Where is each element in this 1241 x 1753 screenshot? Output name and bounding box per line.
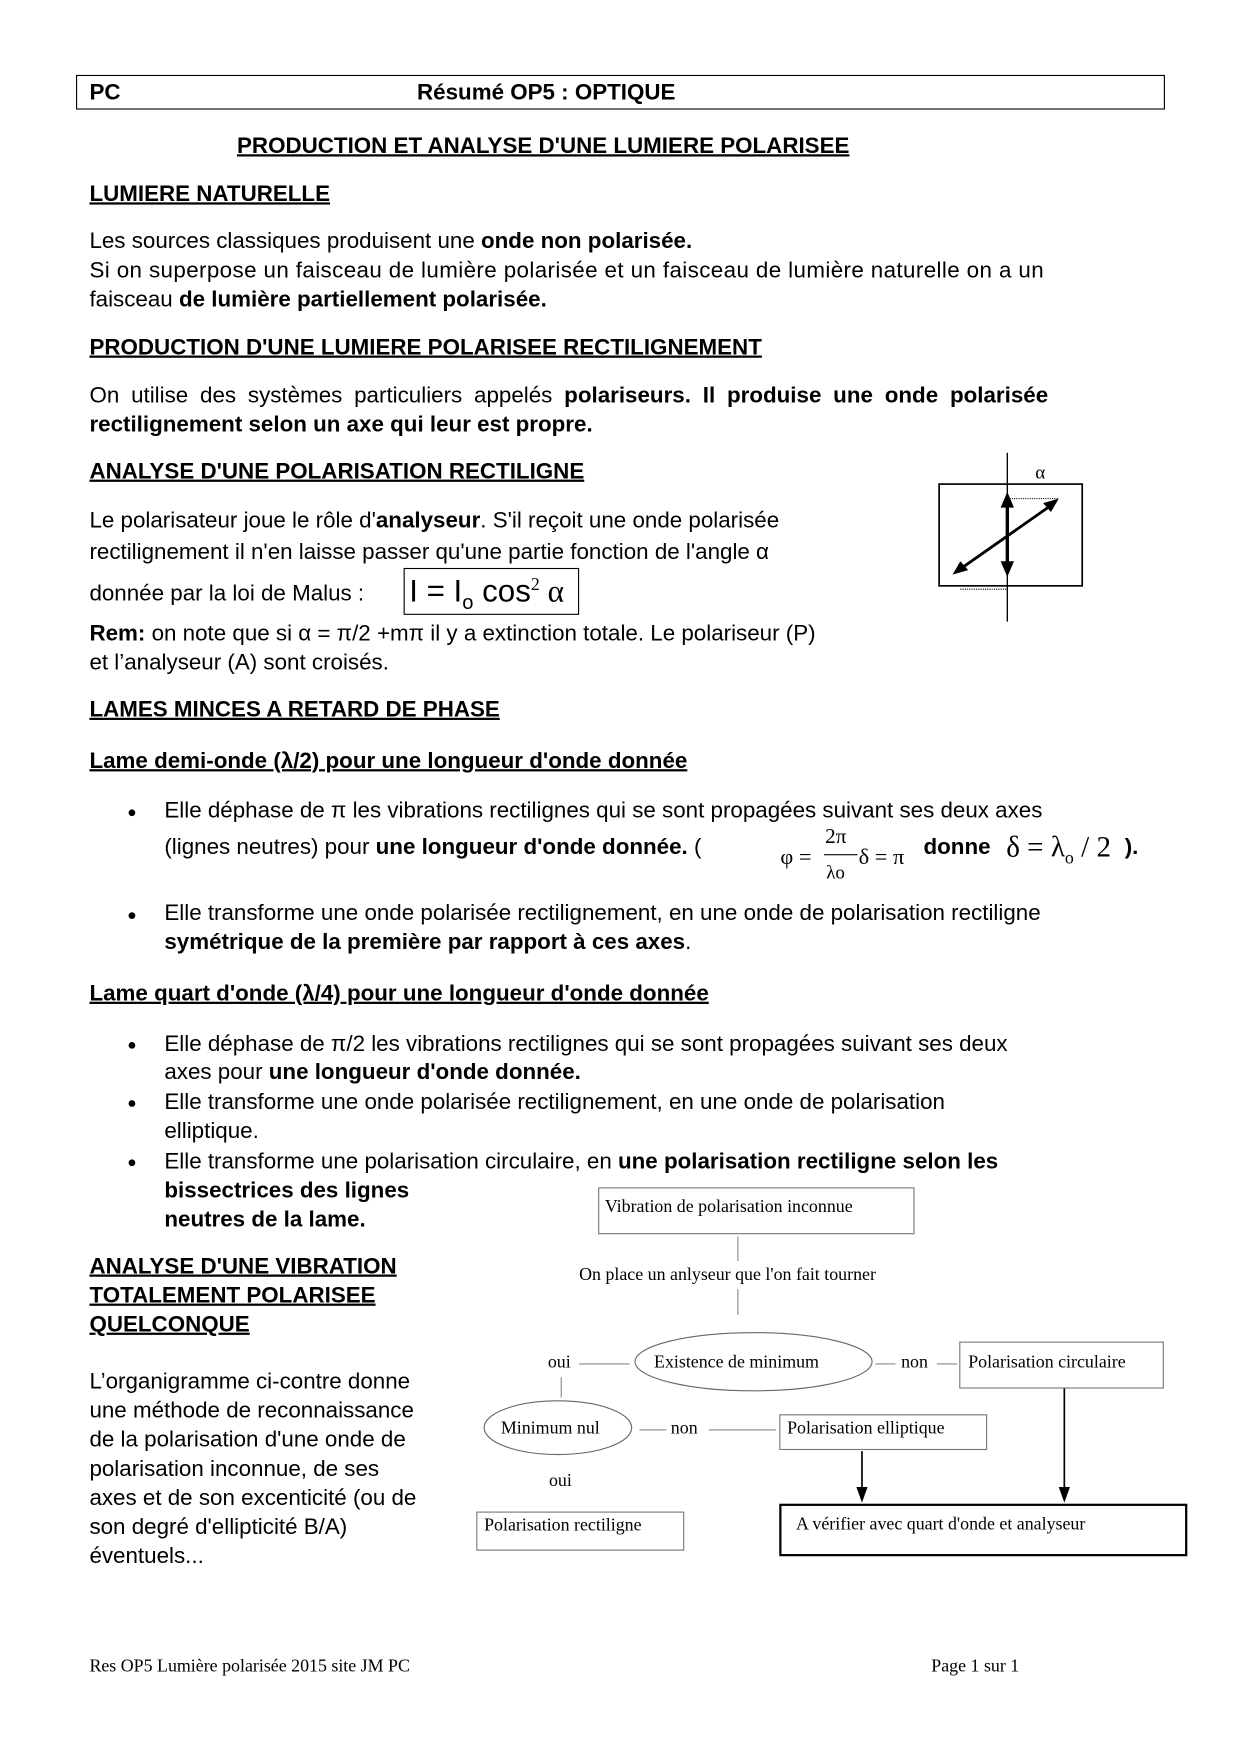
flow-q2-label: Minimum nul (500, 1418, 600, 1438)
subscript: o (1064, 848, 1074, 868)
flow-circular-label: Polarisation circulaire (968, 1352, 1126, 1372)
arrow-down-icon (856, 1487, 867, 1503)
bullet-text: elliptique. (164, 1119, 259, 1144)
bullet-text: bissectrices des lignes (164, 1178, 410, 1203)
fraction-numerator: 2π (825, 825, 847, 849)
page-number: Page 1 sur 1 (931, 1656, 1020, 1676)
bold-text: polariseurs. Il produise une onde polarisée (564, 383, 1049, 409)
superscript: 2 (530, 575, 540, 595)
text: faisceau (89, 287, 179, 312)
bold-text: de lumière partiellement polarisée. (178, 287, 547, 312)
bullet-text: Elle transforme une onde polarisée rectilignement, en une onde de polarisation (164, 1090, 945, 1115)
paragraph-line: son degré d'ellipticité B/A) (89, 1514, 348, 1540)
subscript: o (462, 590, 474, 614)
flow-yes1-label: oui (547, 1352, 571, 1372)
text: . S'il reçoit une onde polarisée (480, 508, 780, 534)
text: On utilise des systèmes particuliers appelés (89, 383, 565, 409)
text: axes pour (164, 1059, 269, 1085)
flow-yes2-label: oui (548, 1471, 572, 1491)
text: I = I (409, 573, 463, 609)
text: Les sources classiques produisent une (89, 229, 481, 254)
arrow-down-icon (1059, 1487, 1070, 1503)
flow-q1-label: Existence de minimum (654, 1352, 819, 1372)
bold-text: analyseur (375, 508, 481, 534)
flow-step-label: On place un anlyseur que l'on fait tourner (579, 1265, 876, 1285)
remark-line: et l’analyseur (A) sont croisés. (89, 650, 389, 676)
paragraph-line: rectilignement selon un axe qui leur est propre. (89, 412, 593, 438)
bold-text: symétrique de la première par rapport à ces axes (164, 930, 686, 955)
text: Le polarisateur joue le rôle d' (89, 508, 376, 534)
text: ). (1124, 835, 1139, 860)
paragraph-line: éventuels... (89, 1543, 204, 1569)
bullet-text: Elle déphase de π/2 les vibrations rectilignes qui se sont propagées suivant ses deux (164, 1031, 1008, 1057)
text: Elle transforme une polarisation circulaire, en (164, 1149, 618, 1174)
formula-phi: φ = (780, 845, 812, 870)
heading-lames: LAMES MINCES A RETARD DE PHASE (89, 697, 500, 723)
header-title: Résumé OP5 : OPTIQUE (417, 80, 676, 106)
paragraph-line: rectilignement il n'en laisse passer qu'une partie fonction de l'angle α (89, 539, 769, 565)
bullet-text: Elle transforme une onde polarisée rectilignement, en une onde de polarisation rectiligne (164, 901, 1041, 926)
bold-text: Rem: (89, 621, 146, 647)
flow-elliptic-label: Polarisation elliptique (787, 1418, 945, 1438)
paragraph-line: Si on superpose un faisceau de lumière polarisée et un faisceau de lumière naturelle on a un (89, 258, 1045, 283)
heading-lumiere-naturelle: LUMIERE NATURELLE (89, 182, 331, 207)
subheading-demi-onde: Lame demi-onde (λ/2) pour une longueur d'onde donnée (89, 749, 688, 774)
flow-no1-label: non (901, 1352, 928, 1372)
header-class: PC (89, 80, 121, 106)
heading-analyse-vibration: ANALYSE D'UNE VIBRATION (89, 1254, 397, 1279)
fraction-denominator: λo (826, 861, 845, 884)
paragraph-line: L’organigramme ci-contre donne (89, 1369, 411, 1395)
subheading-quart-onde: Lame quart d'onde (λ/4) pour une longueur d'onde donnée (89, 981, 709, 1007)
bold-text: une polarisation rectiligne selon les (617, 1149, 999, 1174)
heading-analyse-vibration: QUELCONQUE (89, 1312, 250, 1338)
paragraph-line: polarisation inconnue, de ses (89, 1456, 380, 1482)
bullet-text: neutres de la lame. (164, 1207, 366, 1233)
heading-production: PRODUCTION D'UNE LUMIERE POLARISEE RECTILIGNEMENT (89, 335, 762, 360)
text: donne (923, 835, 991, 860)
heading-analyse-rectiligne: ANALYSE D'UNE POLARISATION RECTILIGNE (89, 459, 585, 485)
paragraph-line: donnée par la loi de Malus : (89, 581, 365, 606)
bold-text: onde non polarisée. (480, 229, 693, 254)
main-title: PRODUCTION ET ANALYSE D'UNE LUMIERE POLARISEE (237, 134, 850, 159)
alpha-label: α (1035, 462, 1046, 484)
flow-no2-label: non (670, 1418, 698, 1438)
text: cos (473, 573, 531, 609)
text: α (539, 574, 565, 610)
formula-delta-pi: δ = π (858, 845, 905, 870)
text: / 2 (1073, 830, 1112, 864)
flow-start-label: Vibration de polarisation inconnue (604, 1197, 853, 1217)
bold-text: une longueur d'onde donnée. (375, 835, 688, 860)
bold-text: une longueur d'onde donnée. (268, 1059, 581, 1085)
text: on note que si α = π/2 +mπ il y a extinction totale. Le polariseur (P) (145, 621, 816, 647)
text: ( (687, 835, 702, 860)
footer-left: Res OP5 Lumière polarisée 2015 site JM PC (89, 1656, 410, 1676)
text: . (685, 930, 692, 955)
text: δ = λ (1006, 830, 1065, 864)
bullet-text: Elle déphase de π les vibrations rectilignes qui se sont propagées suivant ses deux axes (164, 798, 1043, 823)
flow-rectilinear-label: Polarisation rectiligne (484, 1516, 642, 1536)
paragraph-line: de la polarisation d'une onde de (89, 1427, 406, 1453)
text: (lignes neutres) pour (164, 835, 376, 860)
flow-verify-label: A vérifier avec quart d'onde et analyseur (796, 1514, 1086, 1534)
heading-analyse-vibration: TOTALEMENT POLARISEE (89, 1283, 376, 1309)
paragraph-line: axes et de son excenticité (ou de (89, 1485, 417, 1511)
paragraph-line: une méthode de reconnaissance (89, 1398, 414, 1424)
